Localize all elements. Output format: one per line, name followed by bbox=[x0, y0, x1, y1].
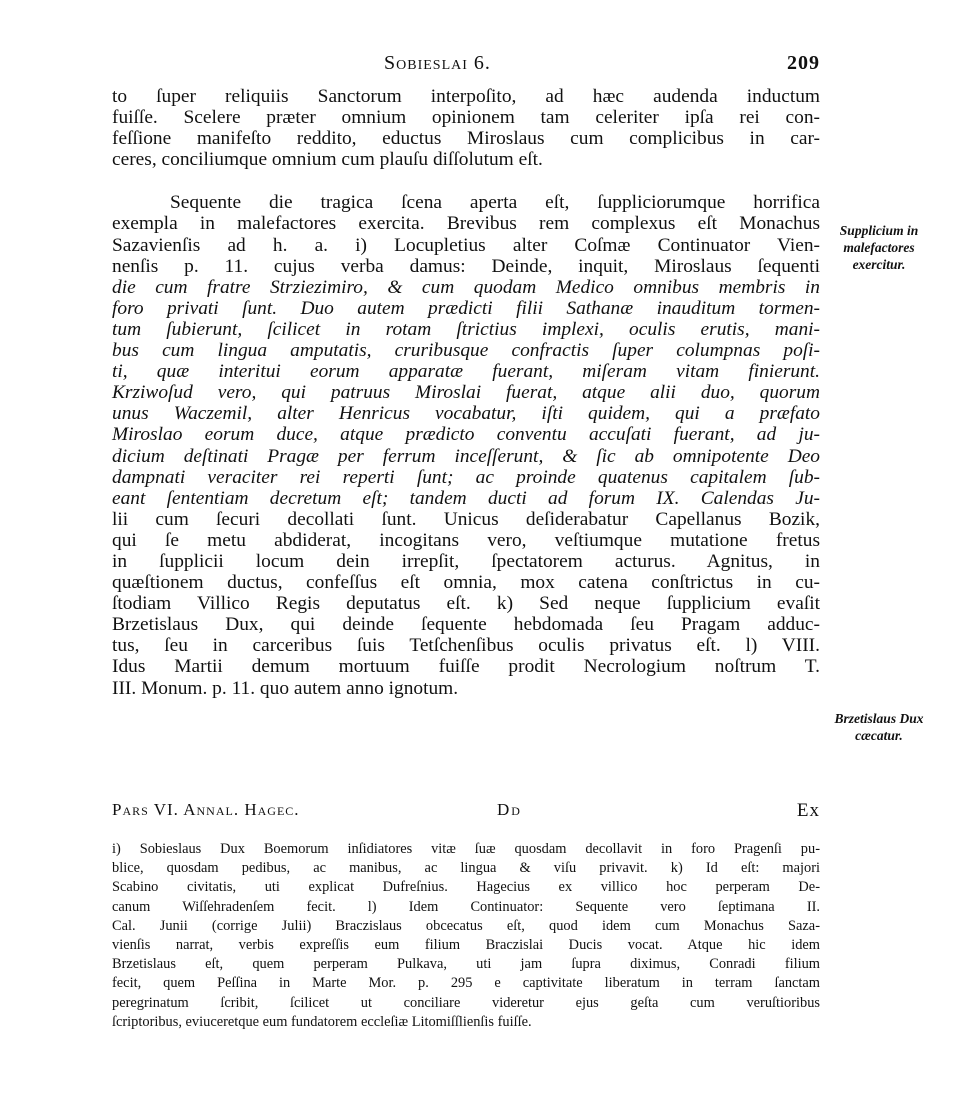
margin-note-supplicium: Supplicium in malefactores exercitur. bbox=[839, 223, 919, 272]
main-text bbox=[112, 86, 820, 699]
catchword: Ex bbox=[796, 800, 820, 821]
text-line: Brzetislaus Dux, qui deinde ſequente hebdomada ſeu Pragam adduc- bbox=[112, 614, 820, 636]
quoted-line: ti, quæ interitui eorum apparatæ fuerant, miſeram vitam finierunt. bbox=[112, 361, 820, 383]
text-line: in ſupplicii locum dein irrepſit, ſpectatorem acturus. Agnitus, in bbox=[112, 550, 820, 572]
text-line: exempla in malefactores exercita. Brevibus rem complexus eſt Monachus bbox=[112, 213, 820, 235]
footnote-line: Scabino civitatis, uti explicat Dufreſnius. Hagecius ex villico hoc perperam De- bbox=[112, 879, 820, 896]
text-line: lii cum ſecuri decollati ſunt. Unicus deſiderabatur Capellanus Bozik, bbox=[112, 508, 820, 530]
text-line: Sequente die tragica ſcena aperta eſt, ſuppliciorumque horrifica bbox=[170, 192, 820, 214]
footnote-line: i) Sobieslaus Dux Boemorum inſidiatores vitæ ſuæ quosdam decollavit in foro Pragenſi pu- bbox=[112, 841, 820, 857]
footnote-line: Brzetislaus eſt, quem perperam Pulkava, uti jam ſupra diximus, Conradi filium bbox=[112, 956, 820, 973]
paragraph-1 bbox=[112, 86, 820, 170]
text-line: Idus Martii demum mortuum fuiſſe prodit Necrologium noſtrum T. bbox=[112, 656, 820, 678]
text-line: ceres, conciliumque omnium cum plauſu diſſolutum eſt. bbox=[112, 149, 543, 171]
text-line: quæſtionem ductus, confeſſus eſt omnia, mox catena conſtrictus in cu- bbox=[112, 572, 820, 594]
quoted-line: Krziwoſud vero, qui patruus Miroslai fuerat, atque alii duo, quorum bbox=[112, 382, 820, 404]
quoted-line: dampnati veraciter rei reperti ſunt; ac proinde quatenus capitalem ſub- bbox=[112, 466, 820, 488]
quoted-line: Miroslao eorum duce, atque prædicto conventu accuſati fuerant, ad ju- bbox=[112, 424, 820, 446]
text-line: nenſis p. 11. cujus verba damus: Deinde, inquit, Miroslaus ſequenti bbox=[112, 255, 820, 277]
text-line: to ſuper reliquiis Sanctorum interpoſito, ad hæc audenda inductum bbox=[112, 86, 820, 107]
text-line: feſſione manifeſto reddito, eductus Miroslaus cum complicibus in car- bbox=[112, 128, 820, 150]
quoted-line: tum ſubierunt, ſcilicet in rotam ſtrictius implexi, oculis erutis, mani- bbox=[112, 318, 820, 340]
text-line: ſtodiam Villico Regis deputatus eſt. k) Sed neque ſupplicium evaſit bbox=[112, 593, 820, 615]
quoted-line: dicium deſtinati Pragæ per ferrum inceſſerunt, & ſic ab omnipotente Deo bbox=[112, 445, 820, 467]
page-number: 209 bbox=[787, 52, 820, 74]
footnote-line: peregrinatum ſcribit, ſcilicet ut conciliare videretur ejus geſta cum veruſtioribus bbox=[112, 994, 820, 1011]
footnote-line: ſcriptoribus, eviuceretque eum fundatorem eccleſiæ Litomiſſlienſis fuiſſe. bbox=[112, 1013, 532, 1030]
text-line: Sazavienſis ad h. a. i) Locupletius alter Coſmæ Continuator Vien- bbox=[112, 234, 820, 256]
footnotes bbox=[112, 840, 820, 1032]
footnote-line: fecit, quem Peſſina in Marte Mor. p. 295 e captivitate liberatum in terram ſanctam bbox=[112, 975, 820, 992]
footnote-line: Cal. Junii (corrige Julii) Braczislaus obcecatus eſt, quod idem cum Monachus Saza- bbox=[112, 917, 820, 934]
signature-line bbox=[112, 800, 820, 820]
text-line: III. Monum. p. 11. quo autem anno ignotum. bbox=[112, 677, 459, 699]
quoted-line: unus Waczemil, alter Henricus vocabatur, iſti quidem, qui a præfato bbox=[112, 403, 820, 425]
signature-title: Pars VI. Annal. Hagec. bbox=[112, 800, 300, 819]
quoted-line: foro privati ſunt. Duo autem prædicti filii Sathanæ inauditum tormen- bbox=[112, 297, 820, 319]
footnote-line: canum Wiſſehradenſem fecit. l) Idem Continuator: Sequente vero ſeptimana II. bbox=[112, 898, 820, 915]
paragraph-2 bbox=[112, 192, 820, 698]
text-line: fuiſſe. Scelere præter omnium opinionem tam celeriter ipſa rei con- bbox=[112, 107, 820, 129]
margin-note-brzetislaus: Brzetislaus Dux cæcatur. bbox=[834, 711, 924, 743]
quoted-line: eant ſententiam decretum eſt; tandem ducti ad forum IX. Calendas Ju- bbox=[112, 487, 820, 509]
footnote-line: blice, quosdam pedibus, ac manibus, ac lingua & viſu privavit. k) Id eſt: majori bbox=[112, 860, 820, 877]
quoted-line: bus cum lingua amputatis, cruribusque confractis ſuper columpnas poſi- bbox=[112, 340, 820, 362]
quoted-line: die cum fratre Strziezimiro, & cum quodam Medico omnibus membris in bbox=[112, 276, 820, 298]
footnote-line: vienſis narrat, verbis expreſſis eum filium Braczislai Ducis vocat. Atque hic idem bbox=[112, 937, 820, 954]
text-line: qui ſe metu abdiderat, incogitans vero, veſtiumque mutatione fretus bbox=[112, 529, 820, 551]
running-title: Sobieslai 6. bbox=[384, 52, 491, 74]
signature-mark: Dd bbox=[497, 800, 522, 819]
text-line: tus, ſeu in carceribus ſuis Tetſchenſibus oculis privatus eſt. l) VIII. bbox=[112, 635, 820, 657]
